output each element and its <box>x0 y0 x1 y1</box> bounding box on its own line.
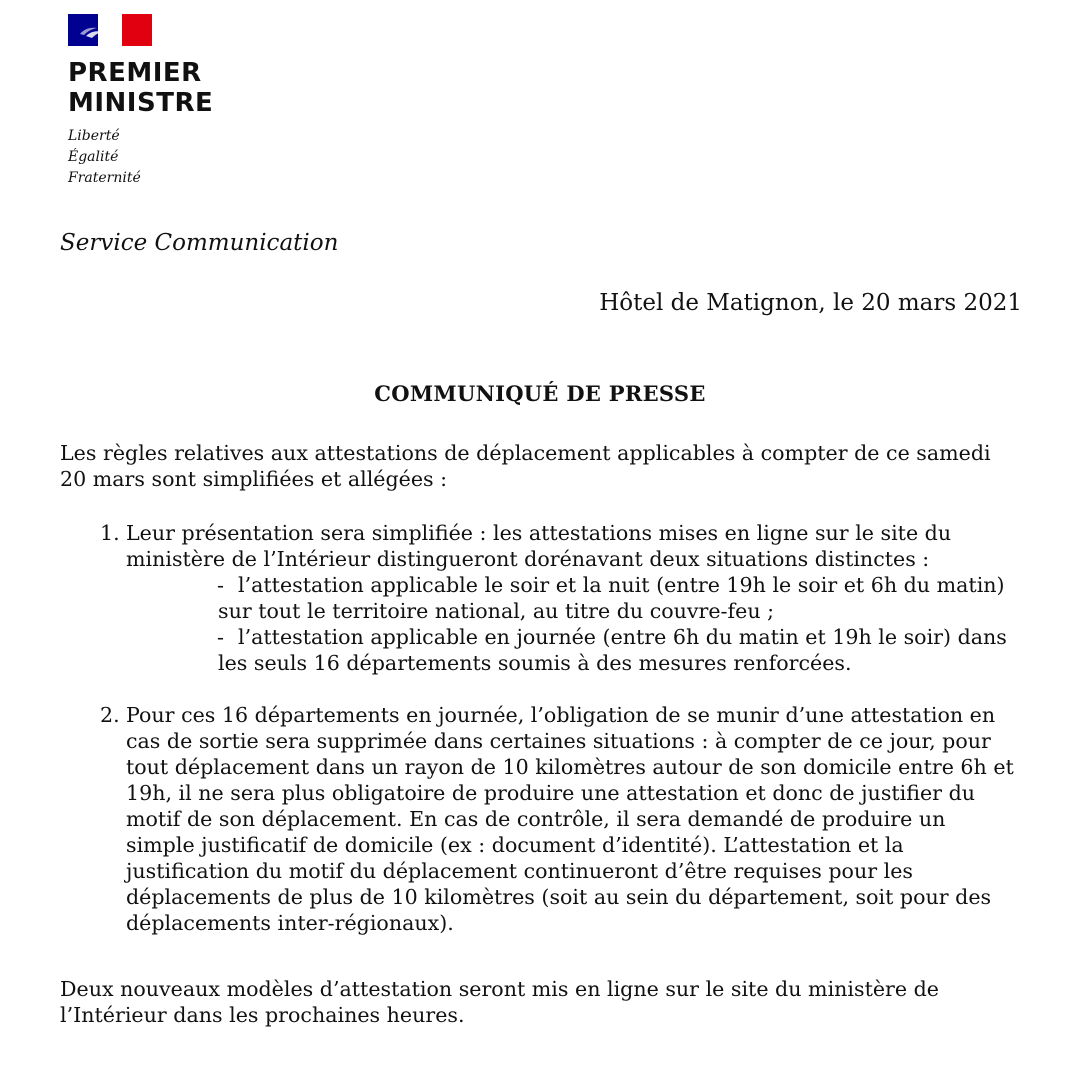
document-heading: COMMUNIQUÉ DE PRESSE <box>374 381 706 406</box>
dash-marker: - <box>217 625 224 649</box>
closing-paragraph: Deux nouveaux modèles d’attestation seront mis en ligne sur le site du ministère de l’Intérieur dans les prochaines heures. <box>60 977 939 1027</box>
list-item-number: 1. <box>100 521 120 545</box>
motto-fraternite: Fraternité <box>68 170 141 186</box>
list-item <box>60 520 1020 676</box>
list-item-text: Leur présentation sera simplifiée : les attestations mises en ligne sur le site du ministère de l’Intérieur distingueront dorénavant deux situations distinctes : <box>126 521 952 571</box>
service-name: Service Communication <box>60 230 339 256</box>
sub-list-item <box>126 624 1020 676</box>
sub-list-item-text: l’attestation applicable en journée (entre 6h du matin et 19h le soir) dans les seuls 16 départements soumis à des mesures renforcées. <box>218 625 1007 675</box>
motto-liberte: Liberté <box>68 128 120 144</box>
republic-motto <box>68 126 213 189</box>
sub-list-item <box>126 572 1020 624</box>
dash-marker: - <box>217 573 224 597</box>
intro-paragraph: Les règles relatives aux attestations de déplacement applicables à compter de ce samedi 20 mars sont simplifiées et allégées : <box>60 441 991 491</box>
marianne-logo-icon <box>68 14 152 46</box>
numbered-list <box>60 520 1020 936</box>
place-and-date: Hôtel de Matignon, le 20 mars 2021 <box>599 290 1022 316</box>
organization-name-line2: MINISTRE <box>68 88 214 118</box>
motto-egalite: Égalité <box>68 149 119 165</box>
list-item-text: Pour ces 16 départements en journée, l’obligation de se munir d’une attestation en cas de sortie sera supprimée dans certaines situations : à compter de ce jour, pour tout déplacement dans un rayon de 10 kilomètres autour de son domicile entre 6h et 19h, il ne sera plus obligatoire de produire une attestation et donc de justifier du motif de son déplacement. En cas de contrôle, il sera demandé de produire un simple justificatif de domicile (ex : document d’identité). L’attestation et la justification du motif du déplacement continueront d’être requises pour les déplacements de plus de 10 kilomètres (soit au sein du département, soit pour des déplacements inter-régionaux). <box>126 703 1014 935</box>
list-item <box>60 702 1020 936</box>
list-item-number: 2. <box>100 703 120 727</box>
government-logo <box>68 14 213 189</box>
organization-name-line1: PREMIER <box>68 58 202 88</box>
sub-list-item-text: l’attestation applicable le soir et la nuit (entre 19h le soir et 6h du matin) sur tout le territoire national, au titre du couvre-feu ; <box>218 573 1005 623</box>
organization-name <box>68 58 213 118</box>
